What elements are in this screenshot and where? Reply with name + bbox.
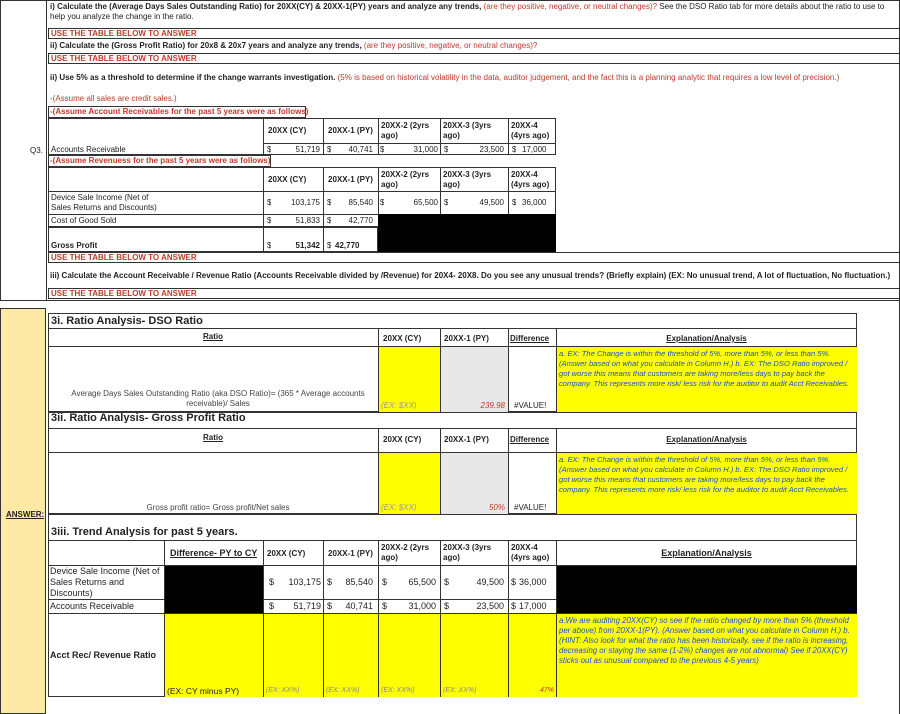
trend-header-4: 20XX-4 (4yrs ago) <box>511 543 550 562</box>
question-i-tail: See the DSO Ratio tab for more details about the ratio to use to help you analyze the change in the ratio. <box>50 2 885 21</box>
trend-ar-dollar-1: $ <box>269 601 275 611</box>
trend-rev-dollar-3: $ <box>382 577 388 587</box>
question-ii-threshold <box>50 73 898 83</box>
rev-header-4: 20XX-4 (4yrs ago) <box>511 170 550 189</box>
gp-diff-value: #VALUE! <box>514 503 547 512</box>
gp-header-ratio: Ratio <box>203 433 223 442</box>
trend-rev-expl-black <box>557 566 857 613</box>
gp-row-label: Gross Profit <box>51 241 98 250</box>
rev-value-4: 36,000 <box>522 198 547 207</box>
trend-header-3: 20XX-3 (3yrs ago) <box>443 543 492 562</box>
rev-black-block <box>378 214 556 252</box>
dso-header-expl: Explanation/Analysis <box>666 334 747 343</box>
assume-rev: -(Assume Revenuess for the past 5 years were as follows) <box>50 156 271 165</box>
trend-ar-2: 31,000 <box>408 601 436 611</box>
cogs-value-cy: 51,833 <box>295 216 320 225</box>
question-iii: iii) Calculate the Account Receivable / Revenue Ratio (Accounts Receivable divided by /Revenue) for 20X4- 20X8. Do you see any unusual trends? (Briefly explain) (EX: No unusual trend, A lot of fluctuation, No fluctuation.) <box>50 271 891 280</box>
trend-ex-diff: (EX: CY minus PY) <box>167 686 240 696</box>
rev-dollar-4: $ <box>444 198 449 207</box>
ar-dollar-3: $ <box>380 145 385 154</box>
trend-rev-py: 85,540 <box>345 577 373 587</box>
trend-header-diff: Difference- PY to CY <box>170 548 258 558</box>
question-ii-threshold-text: ii) Use 5% as a threshold to determine if the change warrants investigation. <box>50 73 336 82</box>
rev-dollar-3: $ <box>380 198 385 207</box>
assume-ar: -(Assume Account Receivables for the past 5 years were as follows) <box>50 107 309 116</box>
trend-ex-2: (EX: XX%) <box>381 687 415 694</box>
trend-ex-3: (EX: XX%) <box>443 687 477 694</box>
ar-header-3: 20XX-3 (3yrs ago) <box>443 121 492 140</box>
use-table-banner-4: USE THE TABLE BELOW TO ANSWER <box>48 288 900 299</box>
trend-ratio-py-input[interactable] <box>324 614 378 697</box>
ar-value-3: 23,500 <box>479 145 504 154</box>
question-i-text: i) Calculate the (Average Days Sales Outstanding Ratio) for 20XX(CY) & 20XX-1(PY) years and analyze any trends, <box>50 2 482 11</box>
rev-dollar-5: $ <box>512 198 517 207</box>
answer-label: ANSWER: <box>6 510 45 519</box>
rev-row-label: Device Sale Income (Net of Sales Returns and Discounts) <box>51 193 157 212</box>
dso-header-py: 20XX-1 (PY) <box>444 334 489 343</box>
ar-header-2: 20XX-2 (2yrs ago) <box>381 121 430 140</box>
trend-rev-dollar-1: $ <box>269 577 275 587</box>
cogs-value-py: 42,770 <box>348 216 373 225</box>
use-table-banner-1: USE THE TABLE BELOW TO ANSWER <box>48 28 900 39</box>
gp-explanation: a. EX: The Change is within the threshold of 5%, more than 5%, or less than 5%.(Answer based on what you calculate in Column H.) b. EX: The DSO Ratio improved / got worse this means that customers are taking more/less days to pay back the company. This represents more risk/ less risk for the auditor to audit Acct Receivables. <box>559 455 849 494</box>
trend-ratio-label: Acct Rec/ Revenue Ratio <box>50 650 157 660</box>
assume-credit-sales: -(Assume all sales are credit sales.) <box>50 94 177 103</box>
question-ii-threshold-red: (5% is based on historical volatility in the data, auditor judgement, and the fact this is a planning analytic that requires a low level of precision.) <box>337 73 840 82</box>
ar-header-cy: 20XX (CY) <box>268 126 307 135</box>
trend-ar-3: 23,500 <box>476 601 504 611</box>
trend-ex-py: (EX: XX%) <box>326 687 360 694</box>
trend-ex-cy: (EX: XX%) <box>266 687 300 694</box>
trend-ar-label: Accounts Receivable <box>50 601 135 611</box>
rev-header-py: 20XX-1 (PY) <box>328 175 373 184</box>
gp-header-cy: 20XX (CY) <box>383 435 422 444</box>
dso-cy-value: (EX: $XX) <box>381 401 417 410</box>
ar-row-label: Accounts Receivable <box>51 145 126 154</box>
trend-header-py: 20XX-1 (PY) <box>328 549 373 558</box>
trend-ratio-2-input[interactable] <box>379 614 440 697</box>
trend-ratio-4-input[interactable] <box>509 614 556 697</box>
trend-ratio-cy-input[interactable] <box>264 614 323 697</box>
rev-header-3: 20XX-3 (3yrs ago) <box>443 170 492 189</box>
ar-value-2: 31,000 <box>413 145 438 154</box>
gp-value-py: 42,770 <box>335 241 360 250</box>
dso-py-value: 239.98 <box>480 401 505 410</box>
trend-last-value: 47% <box>539 687 554 694</box>
trend-ar-py: 40,741 <box>345 601 373 611</box>
gp-title: 3ii. Ratio Analysis- Gross Profit Ratio <box>51 413 246 423</box>
ar-header-py: 20XX-1 (PY) <box>328 126 373 135</box>
gp-dollar-1: $ <box>267 241 272 250</box>
ar-header-4: 20XX-4 (4yrs ago) <box>511 121 550 140</box>
ar-value-py: 40,741 <box>348 145 373 154</box>
trend-ratio-3-input[interactable] <box>441 614 508 697</box>
gp-dollar-2: $ <box>327 241 332 250</box>
question-i <box>50 2 898 22</box>
trend-header-cy: 20XX (CY) <box>267 549 306 558</box>
cogs-dollar-2: $ <box>327 216 332 225</box>
dso-header-diff: Difference <box>510 334 550 343</box>
trend-rev-diff-black <box>165 566 263 613</box>
trend-rev-dollar-4: $ <box>444 577 450 587</box>
gp-cy-value: (EX: $XX) <box>381 503 417 512</box>
trend-rev-2: 65,500 <box>408 577 436 587</box>
dso-diff-value: #VALUE! <box>514 401 547 410</box>
cogs-dollar-1: $ <box>267 216 272 225</box>
rev-value-cy: 103,175 <box>291 198 320 207</box>
ar-dollar-4: $ <box>444 145 449 154</box>
trend-ar-dollar-5: $ <box>511 601 517 611</box>
ar-dollar-1: $ <box>267 145 272 154</box>
dso-title: 3i. Ratio Analysis- DSO Ratio <box>51 316 203 326</box>
use-table-banner-2: USE THE TABLE BELOW TO ANSWER <box>48 53 900 64</box>
trend-header-2: 20XX-2 (2yrs ago) <box>381 543 430 562</box>
gp-value-cy: 51,342 <box>295 241 320 250</box>
rev-header-cy: 20XX (CY) <box>268 175 307 184</box>
trend-rev-dollar-5: $ <box>511 577 517 587</box>
trend-header-expl: Explanation/Analysis <box>661 548 752 558</box>
trend-ar-dollar-2: $ <box>327 601 333 611</box>
dso-header-cy: 20XX (CY) <box>383 334 422 343</box>
trend-ar-dollar-4: $ <box>444 601 450 611</box>
trend-rev-dollar-2: $ <box>327 577 333 587</box>
trend-rev-4: 36,000 <box>519 577 547 587</box>
gp-py-value: 50% <box>488 503 505 512</box>
trend-ar-4: 17,000 <box>519 601 547 611</box>
cogs-row-label: Cost of Good Sold <box>51 216 117 225</box>
trend-explanation: a.We are auditing 20XX(CY) so see if the ratio changed by more than 5% (threshold per above) from 20XX-1(PY). (Answer based on what you calculate in Column H.) b.(HINT: Also look for what the ratio has been historically, see if the ratio is increasing, decreasing or staying the same (1-2%) changes are not abnormal) See if 20XX(CY) sticks out as unusual compared to the previous 4-5 years) <box>559 616 850 665</box>
dso-header-ratio: Ratio <box>203 332 223 341</box>
gp-header-py: 20XX-1 (PY) <box>444 435 489 444</box>
rev-dollar-2: $ <box>327 198 332 207</box>
question-i-red: (are they positive, negative, or neutral changes)? <box>483 2 658 11</box>
rev-value-2: 65,500 <box>413 198 438 207</box>
trend-rev-cy: 103,175 <box>288 577 321 587</box>
question-ii-text: ii) Calculate the (Gross Profit Ratio) for 20x8 & 20x7 years and analyze any trends, <box>50 41 362 50</box>
question-label: Q3. <box>30 146 43 155</box>
gp-formula: Gross profit ratio= Gross profit/Net sales <box>146 503 290 512</box>
use-table-banner-3: USE THE TABLE BELOW TO ANSWER <box>48 252 900 263</box>
ar-dollar-2: $ <box>327 145 332 154</box>
rev-value-py: 85,540 <box>348 198 373 207</box>
gp-header-expl: Explanation/Analysis <box>666 435 747 444</box>
gp-header-diff: Difference <box>510 435 550 444</box>
rev-header-2: 20XX-2 (2yrs ago) <box>381 170 430 189</box>
trend-ar-dollar-3: $ <box>382 601 388 611</box>
trend-title: 3iii. Trend Analysis for past 5 years. <box>51 527 238 537</box>
trend-rev-label: Device Sale Income (Net of Sales Returns and Discounts) <box>50 566 160 598</box>
ar-value-4: 17,000 <box>522 145 547 154</box>
question-ii-red: (are they positive, negative, or neutral changes)? <box>363 41 538 50</box>
trend-rev-3: 49,500 <box>476 577 504 587</box>
rev-dollar-1: $ <box>267 198 272 207</box>
ar-value-cy: 51,719 <box>295 145 320 154</box>
trend-ratio-diff-input[interactable] <box>165 614 263 697</box>
dso-formula: Average Days Sales Outstanding Ratio (aka DSO Ratio)= (365 * Average accounts receivable)/ Sales <box>71 389 365 408</box>
question-ii <box>50 41 898 51</box>
trend-ar-cy: 51,719 <box>293 601 321 611</box>
dso-explanation: a. EX: The Change is within the threshold of 5%, more than 5%, or less than 5%.(Answer based on what you calculate in Column H.) b. EX: The DSO Ratio improved / got worse this means that customers are taking more/less days to pay back the company. This represents more risk/ less risk for the auditor to audit Acct Receivables. <box>559 349 849 388</box>
ar-dollar-5: $ <box>512 145 517 154</box>
rev-value-3: 49,500 <box>479 198 504 207</box>
